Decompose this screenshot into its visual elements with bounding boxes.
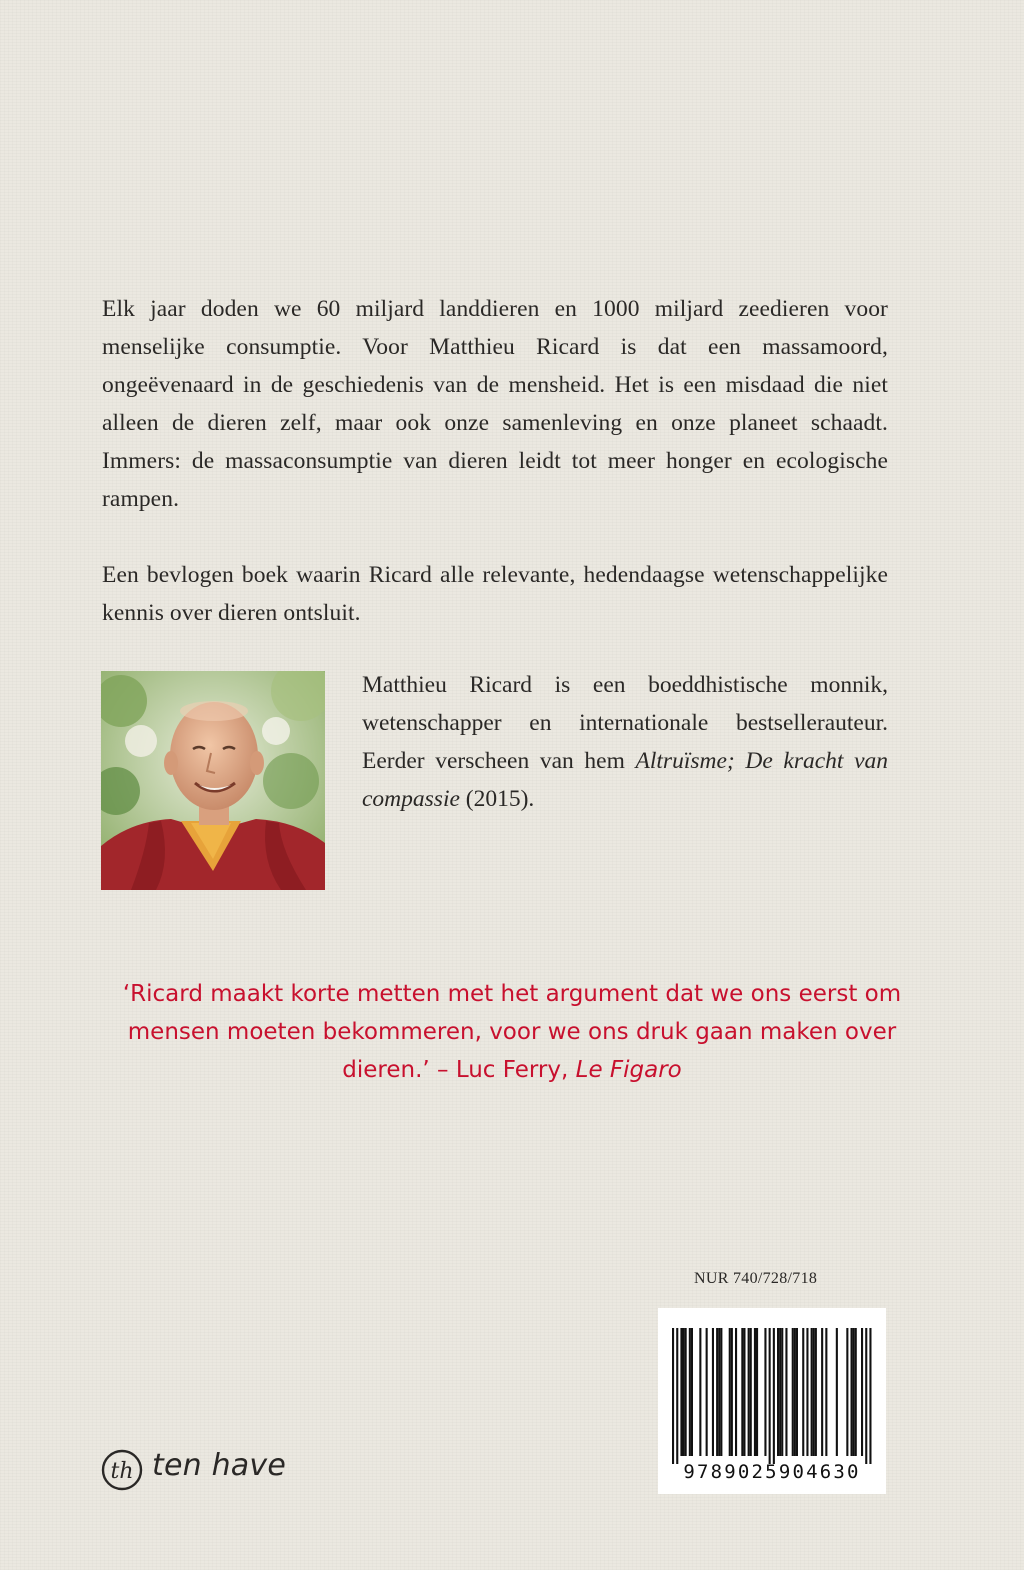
barcode-bar — [792, 1328, 794, 1456]
barcode-bar — [676, 1328, 678, 1464]
barcode-bar — [769, 1328, 771, 1464]
barcode-bar — [691, 1328, 693, 1456]
barcode-bar — [846, 1328, 848, 1456]
barcode-bar — [729, 1328, 731, 1456]
author-photo — [101, 671, 325, 890]
barcode-bar — [731, 1328, 733, 1456]
barcode-bar — [685, 1328, 687, 1456]
press-quote — [100, 975, 924, 1089]
barcode-bar — [750, 1328, 752, 1456]
barcode-bar — [821, 1328, 823, 1456]
barcode-bar — [680, 1328, 682, 1456]
barcode-bar — [672, 1328, 674, 1464]
barcode-bar — [748, 1328, 750, 1456]
barcode-bar — [716, 1328, 718, 1456]
barcode-bar — [796, 1328, 798, 1456]
publisher-name: ten have — [152, 1448, 286, 1483]
barcode-bar — [836, 1328, 838, 1456]
barcode-bar — [781, 1328, 783, 1456]
publisher-monogram: th — [110, 1459, 134, 1484]
barcode-bar — [777, 1328, 779, 1456]
barcode-bar — [779, 1328, 781, 1456]
barcode-bar — [683, 1328, 685, 1456]
barcode-bar — [806, 1328, 808, 1456]
quote-source: Le Figaro — [575, 1057, 682, 1083]
barcode-bar — [865, 1328, 867, 1464]
blurb-paragraph-2: Een bevlogen boek waarin Ricard alle relevante, hedendaagse wetenschappelijke kennis over dieren ontsluit. — [102, 562, 888, 626]
barcode-bar — [764, 1328, 766, 1456]
barcode-bar — [815, 1328, 817, 1456]
bio-intro: Matthieu Ricard is een boeddhistische monnik, wetenschapper en internationale bestsellerauteur. Eerder verscheen van hem — [362, 672, 888, 774]
quote-text: ‘Ricard maakt korte metten met het argument dat we ons eerst om mensen moeten bekommeren, voor we ons druk gaan maken over dieren.’ – Luc Ferry, — [122, 981, 902, 1083]
barcode-bar — [706, 1328, 708, 1456]
isbn-barcode — [658, 1308, 886, 1494]
publisher-monogram-icon — [100, 1440, 148, 1500]
barcode-bar — [861, 1328, 863, 1456]
barcode-bar — [754, 1328, 756, 1456]
barcode-bar — [718, 1328, 720, 1456]
barcode-bar — [689, 1328, 691, 1456]
barcode-bar — [853, 1328, 855, 1456]
blurb-paragraph-1: Elk jaar doden we 60 miljard landdieren en 1000 miljard zeedieren voor menselijke consumptie. Voor Matthieu Ricard is dat een massamoord, ongeëvenaard in de geschiedenis van de mensheid. Het is een misdaad die niet alleen de dieren zelf, maar ook onze samenleving en onze planeet schaadt. Immers: de massaconsumptie van dieren leidt tot meer honger en ecologische rampen. — [102, 296, 888, 512]
barcode-bar — [785, 1328, 787, 1456]
publisher-logo — [100, 1440, 300, 1500]
barcode-bar — [869, 1328, 871, 1464]
barcode-bar — [756, 1328, 758, 1456]
barcode-bar — [699, 1328, 701, 1456]
barcode-bar — [720, 1328, 722, 1456]
nur-code: NUR 740/728/718 — [694, 1270, 818, 1287]
bio-year: (2015). — [459, 786, 535, 812]
barcode-bar — [743, 1328, 745, 1456]
barcode-bar — [855, 1328, 857, 1456]
isbn-number: 9789025904630 — [683, 1461, 861, 1483]
barcode-bar — [825, 1328, 827, 1456]
barcode-bar — [773, 1328, 775, 1464]
barcode-bar — [741, 1328, 743, 1456]
barcode-bar — [811, 1328, 813, 1456]
barcode-bar — [813, 1328, 815, 1456]
barcode-bar — [735, 1328, 737, 1456]
barcode-bar — [851, 1328, 853, 1456]
barcode-bar — [712, 1328, 714, 1456]
author-bio — [362, 666, 888, 818]
bio-book-title: Altruïsme; De kracht van compassie — [362, 748, 889, 812]
barcode-bar — [802, 1328, 804, 1456]
barcode-bar — [794, 1328, 796, 1456]
